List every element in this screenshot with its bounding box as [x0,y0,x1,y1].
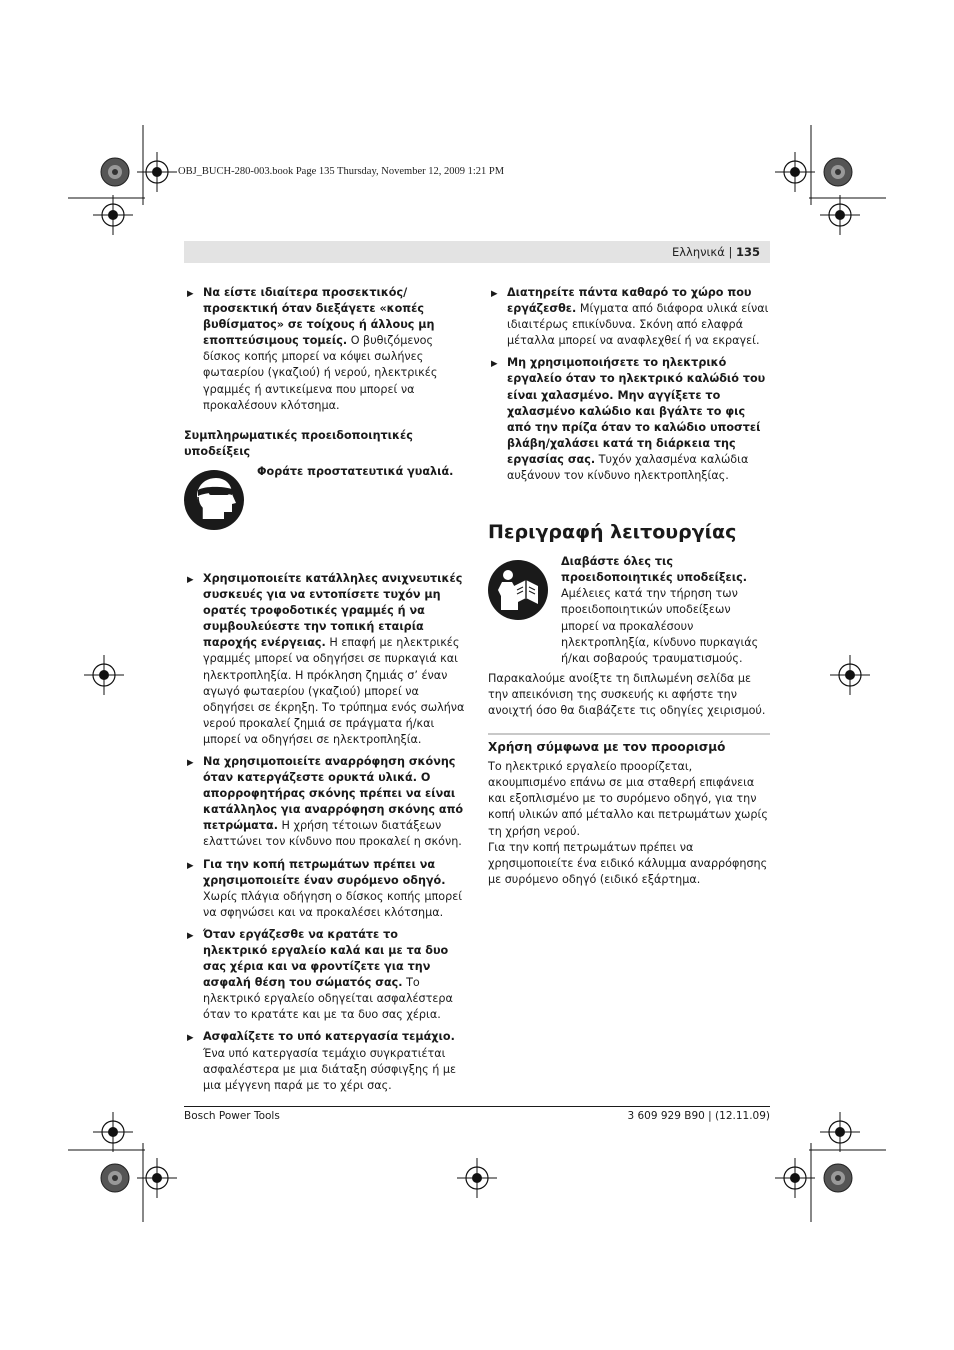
header-separator: | [728,245,733,259]
bullet-arrow-icon: ▶ [491,359,498,370]
header-language: Ελληνικά [671,245,725,259]
bullet-bold: Να χρησιμοποιείτε αναρρόφηση σκόνης όταν κατεργάζεστε ορυκτά υλικά. Ο απορροφητήρας σκόνης πρέπει να είναι κατάλληλος για αναρρόφηση σκόνης από πετρώματα. [203,754,464,833]
header-page-number: 135 [735,245,760,259]
bullet-bold: Μη χρησιμοποιήσετε το ηλεκτρικό εργαλείο όταν το ηλεκτρικό καλώδιό του είναι χαλασμένο. Μην αγγίξετε το χαλασμένο καλώδιο και βγάλτε το φις από την πρίζα όταν το καλώδιο υποστεί βλάβη/χαλάσει κατά τη διάρκεια της εργασίας σας. [507,356,766,466]
intended-use-paragraph-1: Το ηλεκτρικό εργαλείο προορίζεται, ακουμπισμένο επάνω σε μια σταθερή επιφάνεια και εξοπλισμένο με το συρόμενο οδηγό, για την κοπή υλικών από μέταλλο και πετρωμάτων χωρίς τη χρήση νερού. [488,760,768,838]
bullet-text: Χωρίς πλάγια οδήγηση ο δίσκος κοπής μπορεί να σφηνώσει και να προκαλέσει κλότσημα. [203,889,463,919]
fold-out-text: Παρακαλούμε ανοίξτε τη διπλωμένη σελίδα με την απεικόνιση της συσκευής κι αφήστε την ανοιχτή όσο θα διαβάζετε τις οδηγίες χειρισμού. [488,671,766,717]
section-title: Περιγραφή λειτουργίας [488,521,737,544]
goggles-text: Φοράτε προστατευτικά γυαλιά. [257,464,454,478]
bullet-bold: Για την κοπή πετρωμάτων πρέπει να χρησιμοποιείτε έναν συρόμενο οδηγό. [203,857,446,887]
bullet-bold: Όταν εργάζεσθε να κρατάτε το ηλεκτρικό εργαλείο καλά και με τα δυο σας χέρια και να φροντίζετε για την ασφαλή θέση του σώματός σας. [203,927,449,990]
bullet-text: Μίγματα από διάφορα υλικά είναι ιδιαιτέρως επικίνδυνα. Σκόνη από ελαφρά μέταλλα μπορεί να αναφλεχθεί ή να εκραγεί. [507,302,769,348]
bullet-text: Ένα υπό κατεργασία τεμάχιο συγκρατιέται ασφαλέστερα με μια διάταξη σύσφιγξης ή με μια μέγγενη παρά με το χέρι σας. [203,1046,457,1092]
bullet-arrow-icon: ▶ [187,289,194,299]
bullet-bold: Να είστε ιδιαίτερα προσεκτικός/προσεκτική όταν διεξάγετε «κοπές βυθίσματος» σε τοίχους ή άλλους μη εποπτεύσιμους τομείς. [203,286,435,348]
bullet-arrow-icon: ▶ [187,574,194,585]
bullet-text: Η επαφή με ηλεκτρικές γραμμές μπορεί να οδηγήσει σε πυρκαγιά και ηλεκτροπληξία. Η πρόκληση ζημιάς σ’ έναν αγωγό φωταερίου (γκαζιού) μπορεί να οδηγήσει σε έκρηξη. Το τρύπημα ενός σωλήνα νερού προκαλεί ζημιά σε πράγματα ή/και μπορεί να οδηγήσει σε ηλεκτροπληξία. [203,636,465,746]
bullet-text: Η χρήση τέτοιων διατάξεων ελαττώνει τον κίνδυνο που προκαλεί η σκόνη. [203,819,462,849]
bullet-bold: Χρησιμοποιείτε κατάλληλες ανιχνευτικές συσκευές για να εντοπίσετε τυχόν μη ορατές τροφοδοτικές γραμμές ή να συμβουλεύεστε την τοπική εταιρία παροχής ενέργειας. [203,571,463,650]
bullet-text: Ο βυθιζόμενος δίσκος κοπής μπορεί να κόψει σωλήνες φωταερίου (γκαζιού) ή νερού, ηλεκτρικές γραμμές ή αντικείμενα που μπορεί να προκαλέσουν κλότσημα. [203,334,438,412]
subsection-title: Χρήση σύμφωνα με τον προορισμό [488,733,770,755]
bullet-bold: Ασφαλίζετε το υπό κατεργασία τεμάχιο. [203,1030,455,1044]
read-info-text: Αμέλειες κατά την τήρηση των προειδοποιητικών υποδείξεων μπορεί να προκαλέσουν ηλεκτροπληξία, κίνδυνο πυρκαγιάς ή/και σοβαρούς τραυματισμούς. [561,587,759,665]
bullet-arrow-icon: ▶ [187,1033,194,1044]
bullet-arrow-icon: ▶ [491,289,498,299]
read-info-bold: Διαβάστε όλες τις προειδοποιητικές υποδείξεις. [561,555,748,585]
supplementary-heading: Συμπληρωματικές προειδοποιητικές υποδείξεις [184,428,413,458]
bullet-bold: Διατηρείτε πάντα καθαρό το χώρο που εργάζεσθε. [507,286,752,316]
bullet-arrow-icon: ▶ [187,930,194,941]
print-slug: OBJ_BUCH-280-003.book Page 135 Thursday, November 12, 2009 1:21 PM [178,166,505,177]
footer-right: 3 609 929 B90 | (12.11.09) [627,1110,770,1122]
footer-left: Bosch Power Tools [184,1110,280,1122]
bullet-arrow-icon: ▶ [187,757,194,768]
bullet-arrow-icon: ▶ [187,860,194,871]
bullet-text: Το ηλεκτρικό εργαλείο οδηγείται ασφαλέστερα όταν το κρατάτε και με τα δυο σας χέρια. [203,976,453,1022]
bullet-text: Τυχόν χαλασμένα καλώδια αυξάνουν τον κίνδυνο ηλεκτροπληξίας. [507,452,749,483]
intended-use-paragraph-2: Για την κοπή πετρωμάτων πρέπει να χρησιμοποιείτε ένα ειδικό κάλυμμα αναρρόφησης με συρόμενο οδηγό (ειδικό εξάρτημα. [488,840,768,886]
